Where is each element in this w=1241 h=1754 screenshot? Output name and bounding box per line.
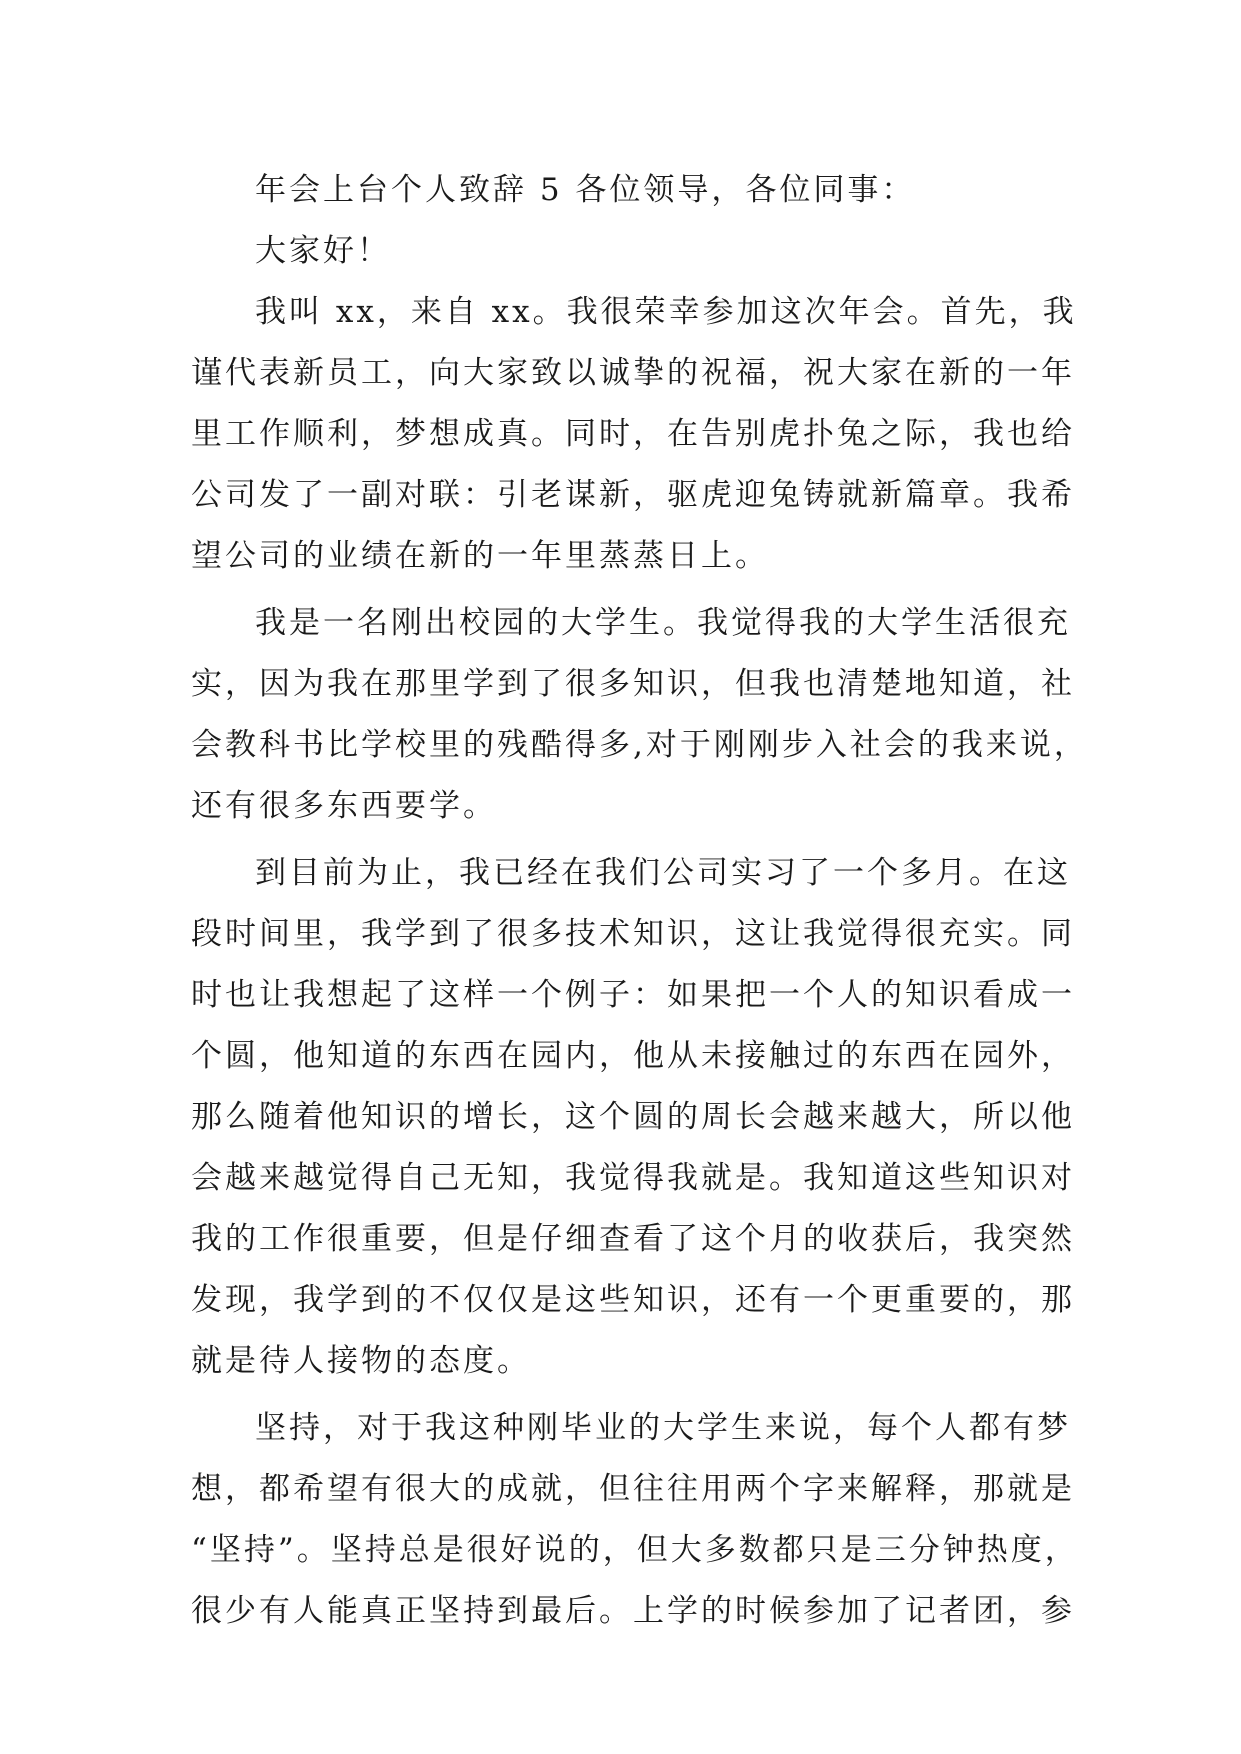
text-line: 个圆，他知道的东西在园内，他从未接触过的东西在园外， (191, 1038, 1075, 1074)
paragraph-introduction (191, 282, 1077, 587)
text-line: 我的工作很重要，但是仔细查看了这个月的收获后，我突然 (191, 1221, 1075, 1257)
text-line: 坚持，对于我这种刚毕业的大学生来说，每个人都有梦 (255, 1410, 1071, 1446)
text-line: 谨代表新员工，向大家致以诚挚的祝福，祝大家在新的一年 (191, 355, 1075, 391)
text-line: 会越来越觉得自己无知，我觉得我就是。我知道这些知识对 (191, 1160, 1075, 1196)
text-line: 时也让我想起了这样一个例子：如果把一个人的知识看成一 (191, 977, 1075, 1013)
text-line: 里工作顺利，梦想成真。同时，在告别虎扑兔之际，我也给 (191, 416, 1075, 452)
text-line: 实，因为我在那里学到了很多知识，但我也清楚地知道，社 (191, 666, 1075, 702)
text-line: 还有很多东西要学。 (191, 788, 497, 824)
document-body (191, 160, 1088, 1642)
text-line: 年会上台个人致辞 5 各位领导，各位同事： (255, 172, 916, 208)
paragraph-graduate (191, 593, 1088, 837)
text-line: 会教科书比学校里的残酷得多,对于刚刚步入社会的我来说， (191, 727, 1088, 763)
text-line: 就是待人接物的态度。 (191, 1343, 531, 1379)
text-line: “坚持”。坚持总是很好说的，但大多数都只是三分钟热度， (191, 1532, 1079, 1568)
text-line: 我叫 xx，来自 xx。我很荣幸参加这次年会。首先，我 (255, 294, 1077, 330)
paragraph-persistence (191, 1398, 1079, 1642)
paragraph-title (191, 160, 1049, 221)
paragraph-internship (191, 843, 1075, 1392)
text-line: 很少有人能真正坚持到最后。上学的时候参加了记者团，参 (191, 1593, 1075, 1629)
text-line: 大家好！ (255, 233, 391, 269)
text-line: 发现，我学到的不仅仅是这些知识，还有一个更重要的，那 (191, 1282, 1075, 1318)
paragraph-greeting (191, 221, 1049, 282)
text-line: 那么随着他知识的增长，这个圆的周长会越来越大，所以他 (191, 1099, 1075, 1135)
text-line: 想，都希望有很大的成就，但往往用两个字来解释，那就是 (191, 1471, 1075, 1507)
text-line: 我是一名刚出校园的大学生。我觉得我的大学生活很充 (255, 605, 1071, 641)
text-line: 到目前为止，我已经在我们公司实习了一个多月。在这 (255, 855, 1071, 891)
text-line: 望公司的业绩在新的一年里蒸蒸日上。 (191, 538, 769, 574)
text-line: 公司发了一副对联：引老谋新，驱虎迎兔铸就新篇章。我希 (191, 477, 1075, 513)
text-line: 段时间里，我学到了很多技术知识，这让我觉得很充实。同 (191, 916, 1075, 952)
